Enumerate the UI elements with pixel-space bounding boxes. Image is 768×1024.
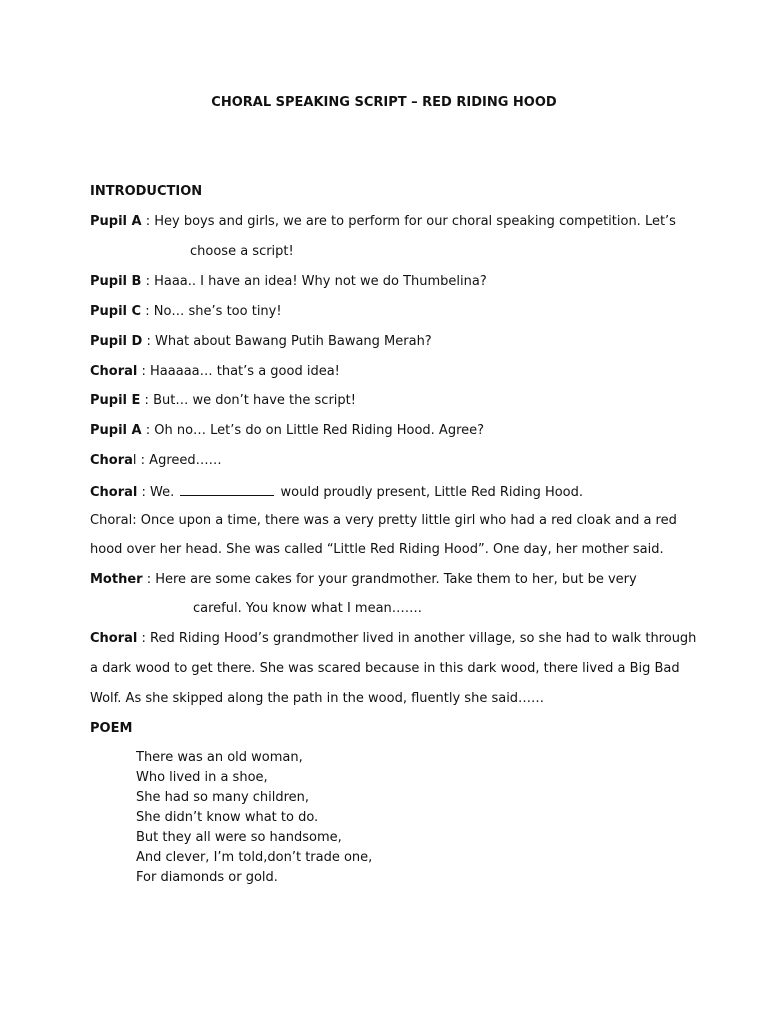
line-text: : Red Riding Hood’s grandmother lived in another village, so she had to walk through	[137, 631, 697, 646]
speaker-label: Chora	[90, 453, 133, 468]
line-text: would proudly present, Little Red Riding Hood.	[276, 485, 584, 500]
poem-line: She didn’t know what to do.	[136, 810, 319, 825]
line-text: : Haaa.. I have an idea! Why not we do Thumbelina?	[141, 274, 487, 289]
speaker-label: Pupil E	[90, 393, 141, 408]
narration-line: a dark wood to get there. She was scared because in this dark wood, there lived a Big Bad	[90, 661, 680, 676]
speaker-label: Pupil A	[90, 214, 142, 229]
line-text: : But… we don’t have the script!	[140, 393, 356, 408]
script-line	[90, 304, 282, 319]
narration-line: Choral: Once upon a time, there was a very pretty little girl who had a red cloak and a red	[90, 513, 677, 528]
script-line	[90, 214, 676, 229]
script-line	[90, 334, 432, 349]
script-line-continuation: choose a script!	[190, 244, 294, 259]
script-line	[90, 483, 583, 500]
speaker-label: Choral	[90, 364, 138, 379]
script-line	[90, 572, 637, 587]
script-line-continuation: careful. You know what I mean…….	[193, 601, 422, 616]
section-heading-poem: POEM	[90, 721, 133, 736]
fill-in-blank	[180, 483, 274, 496]
speaker-label: Pupil A	[90, 423, 142, 438]
line-text: : Here are some cakes for your grandmother. Take them to her, but be very	[142, 572, 637, 587]
line-text: l : Agreed……	[132, 453, 222, 468]
poem-line: She had so many children,	[136, 790, 310, 805]
script-line	[90, 453, 222, 468]
line-text: : Hey boys and girls, we are to perform for our choral speaking competition. Let’s	[141, 214, 676, 229]
line-text: : We.	[137, 485, 179, 500]
script-line	[90, 393, 356, 408]
poem-line: But they all were so handsome,	[136, 830, 342, 845]
speaker-label: Pupil C	[90, 304, 142, 319]
narration-line: hood over her head. She was called “Little Red Riding Hood”. One day, her mother said.	[90, 542, 664, 557]
script-line	[90, 423, 484, 438]
line-text: : What about Bawang Putih Bawang Merah?	[142, 334, 432, 349]
speaker-label: Pupil B	[90, 274, 142, 289]
speaker-label: Mother	[90, 572, 143, 587]
line-text: : Oh no… Let’s do on Little Red Riding Hood. Agree?	[141, 423, 485, 438]
poem-line: For diamonds or gold.	[136, 870, 278, 885]
speaker-label: Pupil D	[90, 334, 143, 349]
speaker-label: Choral	[90, 631, 138, 646]
script-line	[90, 631, 696, 646]
poem-line: There was an old woman,	[136, 750, 303, 765]
line-text: : Haaaaa… that’s a good idea!	[137, 364, 340, 379]
line-text: : No… she’s too tiny!	[141, 304, 282, 319]
narration-line: Wolf. As she skipped along the path in the wood, fluently she said……	[90, 691, 545, 706]
poem-line: Who lived in a shoe,	[136, 770, 268, 785]
section-heading-introduction: INTRODUCTION	[90, 184, 203, 199]
poem-line: And clever, I’m told,don’t trade one,	[136, 850, 373, 865]
speaker-label: Choral	[90, 485, 138, 500]
script-line	[90, 364, 340, 379]
page-title: CHORAL SPEAKING SCRIPT – RED RIDING HOOD	[211, 95, 557, 110]
script-line	[90, 274, 487, 289]
